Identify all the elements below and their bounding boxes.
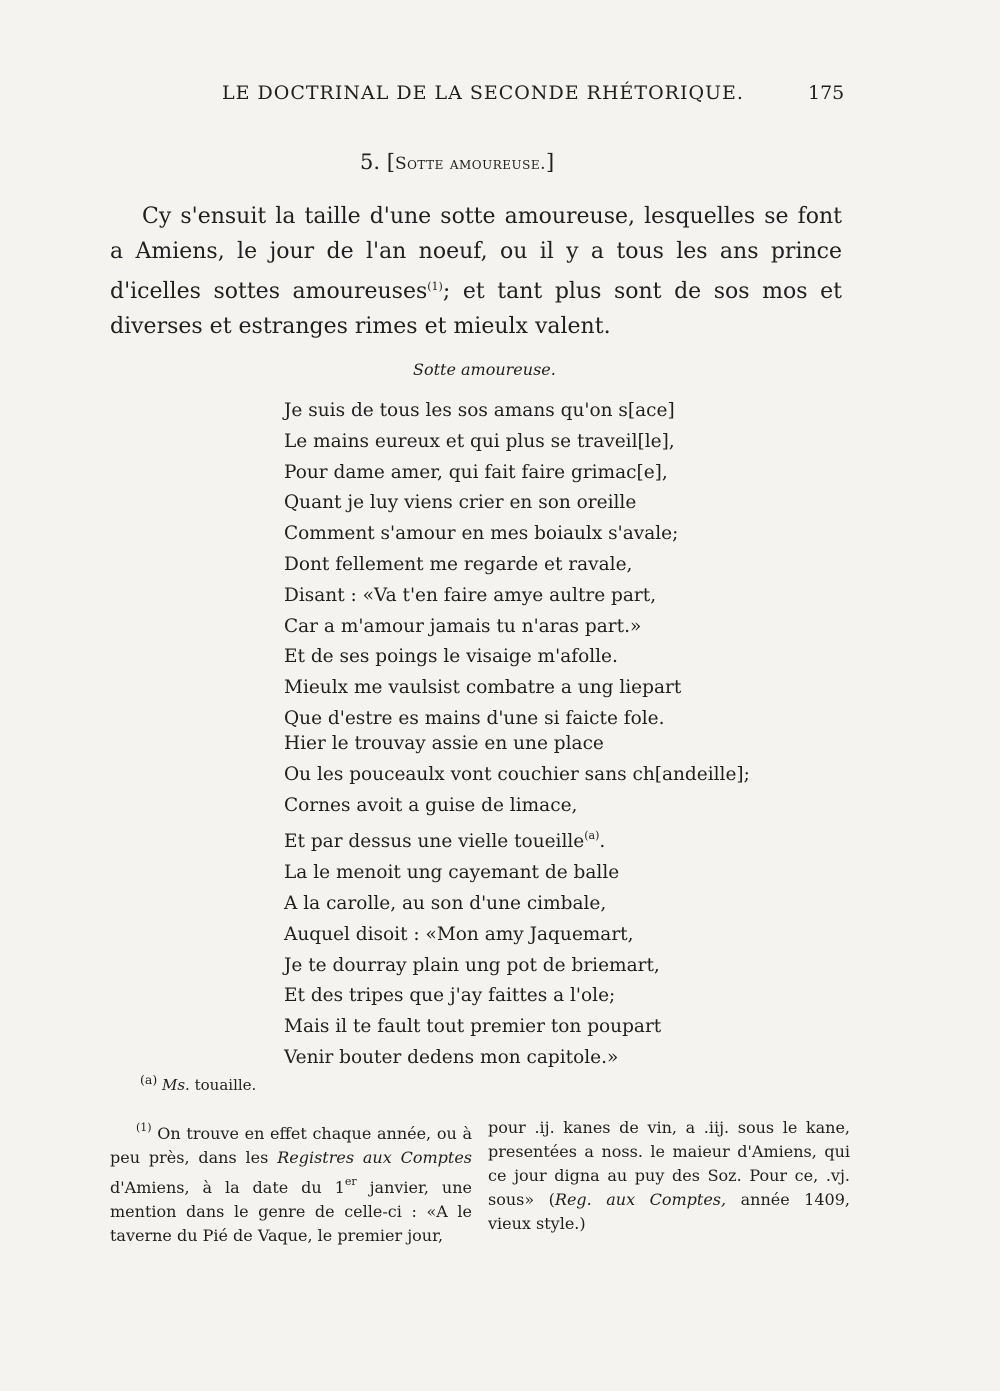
verse-line: Dont fellement me regarde et ravale, bbox=[284, 553, 633, 575]
section-title: Sotte amoureuse. bbox=[394, 154, 547, 174]
poem-title: Sotte amoureuse. bbox=[413, 360, 556, 379]
verse-line: Je te dourray plain ung pot de briemart, bbox=[284, 954, 660, 976]
verse-line: Le mains eureux et qui plus se traveil[le], bbox=[284, 430, 675, 452]
section-heading bbox=[360, 150, 554, 174]
verse-text: Et par dessus une vielle toueille bbox=[284, 831, 585, 853]
page-number: 175 bbox=[808, 82, 845, 104]
footnote-ordinal-sup: er bbox=[344, 1175, 357, 1188]
running-title: LE DOCTRINAL DE LA SECONDE RHÉTORIQUE. bbox=[222, 82, 744, 104]
section-close-bracket: ] bbox=[546, 150, 555, 174]
verse-line: Mais il te fault tout premier ton poupart bbox=[284, 1016, 662, 1038]
footnote-text: pour .ij. kanes de vin, a .iij. sous le kane, presentées a noss. le maieur d'Amiens, qui ce jour digna au puy des Soz. Pour ce, .vj. sous» ( bbox=[488, 1118, 850, 1209]
intro-text-end: ; et tant plus sont de sos mos et diverses et estranges rimes et mieulx valent. bbox=[110, 279, 842, 339]
verse-line: Je suis de tous les sos amans qu'on s[ace] bbox=[284, 400, 675, 421]
verse-line: Car a m'amour jamais tu n'aras part.» bbox=[284, 615, 642, 637]
verse-line: Hier le trouvay assie en une place bbox=[284, 733, 604, 754]
note-a-text: touaille. bbox=[194, 1076, 257, 1094]
footnote-italic: Registres aux Comptes bbox=[277, 1148, 472, 1167]
verse-line: Et des tripes que j'ay faittes a l'ole; bbox=[284, 985, 616, 1007]
verse-line: A la carolle, au son d'une cimbale, bbox=[284, 892, 607, 914]
verse-line: Venir bouter dedens mon capitole.» bbox=[284, 1046, 619, 1068]
footnote-1-marker: (1) bbox=[136, 1121, 152, 1134]
note-a-abbr: Ms. bbox=[162, 1076, 190, 1094]
verse-line: Auquel disoit : «Mon amy Jaquemart, bbox=[284, 923, 634, 945]
variant-note-a bbox=[140, 1072, 256, 1094]
note-a-marker: (a) bbox=[140, 1072, 158, 1087]
footnote-text: d'Amiens, à la date du bbox=[110, 1178, 322, 1197]
section-open-bracket: [ bbox=[386, 150, 395, 174]
footnote-text: année 1409, vieux style.) bbox=[488, 1190, 850, 1233]
footnotes bbox=[110, 1116, 850, 1248]
footnote-ordinal: 1 bbox=[334, 1178, 345, 1197]
section-number: 5. bbox=[360, 150, 381, 174]
verse-line: Disant : «Va t'en faire amye aultre part, bbox=[284, 584, 657, 606]
verse-line: Cornes avoit a guise de limace, bbox=[284, 794, 578, 816]
note-ref-a: (a) bbox=[584, 829, 600, 843]
verse-line: Quant je luy viens crier en son oreille bbox=[284, 492, 637, 514]
footnote-text: On trouve en effet chaque année, ou à peu près, dans les bbox=[110, 1124, 472, 1167]
verse-line: Et de ses poings le visaige m'afolle. bbox=[284, 646, 618, 668]
footnote-ref-1: (1) bbox=[427, 280, 443, 293]
verse-line: La le menoit ung cayemant de balle bbox=[284, 862, 620, 884]
verse-line: Mieulx me vaulsist combatre a ung liepart bbox=[284, 677, 682, 699]
verse-line: Ou les pouceaulx vont couchier sans ch[andeille]; bbox=[284, 763, 750, 785]
verse-punctuation: . bbox=[599, 831, 606, 853]
footnote-text: janvier, une mention dans le genre de celle-ci : «A le taverne du Pié de Vaque, le premier jour, bbox=[110, 1178, 472, 1245]
footnote-italic: Reg. aux Comptes, bbox=[554, 1190, 727, 1209]
verse-line bbox=[284, 821, 764, 858]
verse-line: Que d'estre es mains d'une si faicte fole. bbox=[284, 707, 665, 729]
stanza-1 bbox=[284, 396, 764, 735]
verse-line: Pour dame amer, qui fait faire grimac[e], bbox=[284, 461, 668, 483]
verse-line: Comment s'amour en mes boiaulx s'avale; bbox=[284, 523, 679, 545]
intro-paragraph bbox=[110, 199, 842, 344]
footnote-1-col-1 bbox=[110, 1116, 472, 1248]
stanza-2 bbox=[284, 729, 764, 1074]
intro-text: Cy s'ensuit la taille d'une sotte amoureuse, lesquelles se font a Amiens, le jour de l'an noeuf, ou il y a tous les ans prince d'icelles sottes amoureuses bbox=[110, 204, 842, 304]
footnote-1-col-2 bbox=[488, 1116, 850, 1248]
